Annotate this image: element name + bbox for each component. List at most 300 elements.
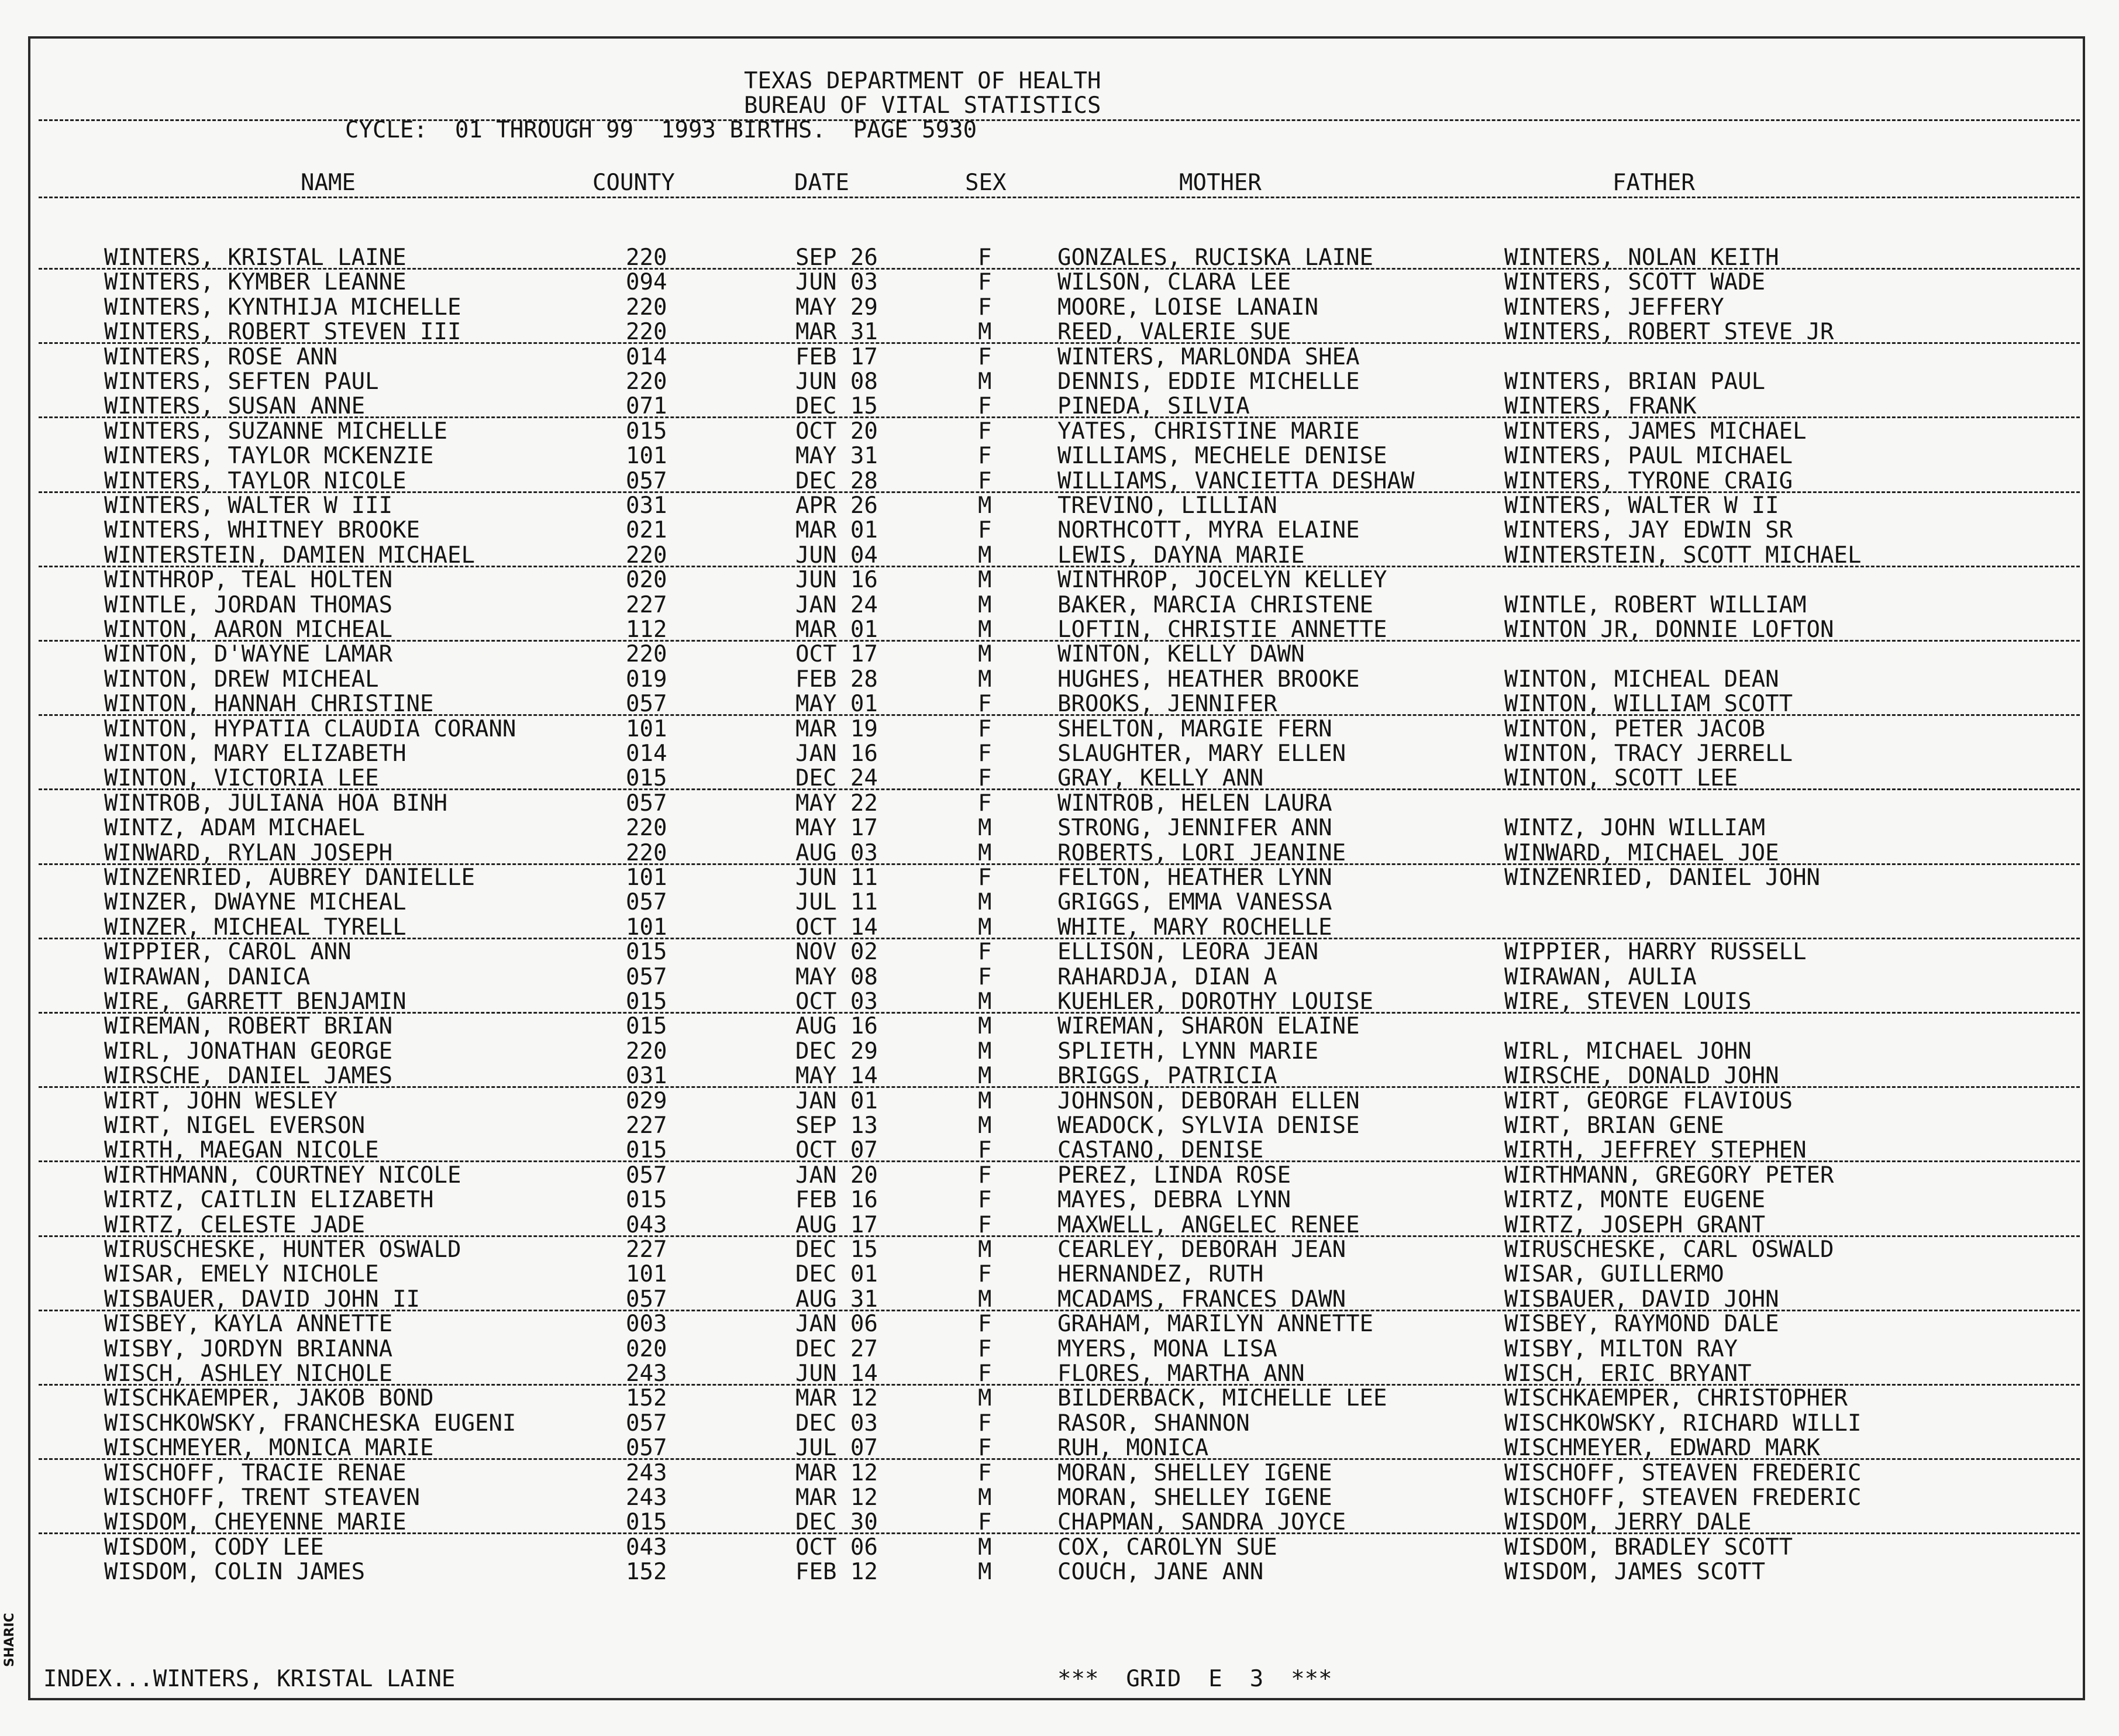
cell-name: WIRE, GARRETT BENJAMIN xyxy=(104,988,406,1015)
cell-father: WINTERS, NOLAN KEITH xyxy=(1504,244,1779,271)
cell-name: WISBEY, KAYLA ANNETTE xyxy=(104,1311,393,1338)
cell-date: FEB 28 xyxy=(795,666,878,693)
cell-date: MAR 12 xyxy=(795,1484,878,1511)
cell-name: WIRTZ, CELESTE JADE xyxy=(104,1211,366,1238)
cell-mother: ROBERTS, LORI JEANINE xyxy=(1057,839,1346,866)
cell-county: 220 xyxy=(626,1038,667,1065)
cell-county: 220 xyxy=(626,294,667,321)
cell-name: WISAR, EMELY NICHOLE xyxy=(104,1261,379,1288)
table-row xyxy=(0,444,2119,469)
cell-father: WINTON, PETER JACOB xyxy=(1504,715,1766,742)
cell-county: 057 xyxy=(626,1435,667,1462)
cell-county: 014 xyxy=(626,343,667,370)
cell-father: WIRL, MICHAEL JOHN xyxy=(1504,1038,1752,1065)
cell-mother: BRIGGS, PATRICIA xyxy=(1057,1063,1277,1090)
cell-mother: WINTON, KELLY DAWN xyxy=(1057,641,1305,668)
cell-mother: REED, VALERIE SUE xyxy=(1057,319,1291,346)
cell-name: WIRL, JONATHAN GEORGE xyxy=(104,1038,393,1065)
cell-father: WINTERS, JAMES MICHAEL xyxy=(1504,418,1807,445)
cell-date: DEC 03 xyxy=(795,1410,878,1437)
table-row xyxy=(0,1436,2119,1461)
cell-father: WISCHKOWSKY, RICHARD WILLI xyxy=(1504,1410,1862,1437)
cell-father: WIRTZ, JOSEPH GRANT xyxy=(1504,1211,1766,1238)
cell-county: 227 xyxy=(626,591,667,618)
table-row xyxy=(0,1089,2119,1114)
cell-sex: M xyxy=(978,839,992,866)
cell-date: JAN 24 xyxy=(795,591,878,618)
cell-sex: F xyxy=(978,1410,992,1437)
cell-sex: M xyxy=(978,1286,992,1313)
cell-county: 015 xyxy=(626,1187,667,1214)
table-row xyxy=(0,1560,2119,1585)
cell-father: WISCHMEYER, EDWARD MARK xyxy=(1504,1435,1821,1462)
cell-mother: RASOR, SHANNON xyxy=(1057,1410,1250,1437)
cell-father: WINTZ, JOHN WILLIAM xyxy=(1504,815,1766,842)
cell-mother: FLORES, MARTHA ANN xyxy=(1057,1360,1305,1387)
cell-sex: F xyxy=(978,517,992,544)
cell-mother: NORTHCOTT, MYRA ELAINE xyxy=(1057,517,1360,544)
cell-mother: DENNIS, EDDIE MICHELLE xyxy=(1057,368,1360,395)
cell-date: AUG 03 xyxy=(795,839,878,866)
table-row xyxy=(0,1014,2119,1039)
cell-father: WINTERS, BRIAN PAUL xyxy=(1504,368,1766,395)
cell-sex: F xyxy=(978,1435,992,1462)
cell-date: AUG 17 xyxy=(795,1211,878,1238)
report-cycle: CYCLE: 01 THROUGH 99 1993 BIRTHS. PAGE 5930 xyxy=(345,117,977,143)
cell-sex: F xyxy=(978,790,992,817)
cell-sex: F xyxy=(978,939,992,966)
cell-father: WISBEY, RAYMOND DALE xyxy=(1504,1311,1779,1338)
cell-father: WIPPIER, HARRY RUSSELL xyxy=(1504,939,1807,966)
table-row xyxy=(0,940,2119,965)
cell-sex: M xyxy=(978,666,992,693)
cell-county: 057 xyxy=(626,889,667,916)
cell-mother: MAXWELL, ANGELEC RENEE xyxy=(1057,1211,1360,1238)
cell-county: 101 xyxy=(626,715,667,742)
cell-father: WINTERS, TYRONE CRAIG xyxy=(1504,467,1793,494)
cell-county: 057 xyxy=(626,467,667,494)
cell-name: WINTON, D'WAYNE LAMAR xyxy=(104,641,393,668)
cell-county: 227 xyxy=(626,1236,667,1263)
cell-name: WISCHKOWSKY, FRANCHESKA EUGENI xyxy=(104,1410,516,1437)
cell-name: WIRUSCHESKE, HUNTER OSWALD xyxy=(104,1236,461,1263)
cell-name: WINWARD, RYLAN JOSEPH xyxy=(104,839,393,866)
cell-sex: M xyxy=(978,1013,992,1040)
cell-name: WINTROB, JULIANA HOA BINH xyxy=(104,790,447,817)
cell-father: WISBAUER, DAVID JOHN xyxy=(1504,1286,1779,1313)
table-row xyxy=(0,618,2119,642)
cell-mother: BAKER, MARCIA CHRISTENE xyxy=(1057,591,1374,618)
table-row xyxy=(0,1262,2119,1287)
table-row xyxy=(0,593,2119,618)
cell-county: 152 xyxy=(626,1559,667,1586)
table-row xyxy=(0,469,2119,494)
table-row xyxy=(0,270,2119,295)
cell-sex: F xyxy=(978,343,992,370)
cell-father: WINTERS, SCOTT WADE xyxy=(1504,269,1766,296)
cell-county: 152 xyxy=(626,1385,667,1412)
cell-sex: F xyxy=(978,1261,992,1288)
cell-father: WIRT, BRIAN GENE xyxy=(1504,1112,1724,1139)
cell-mother: STRONG, JENNIFER ANN xyxy=(1057,815,1332,842)
cell-date: FEB 17 xyxy=(795,343,878,370)
cell-county: 043 xyxy=(626,1534,667,1561)
table-row xyxy=(0,1163,2119,1188)
cell-father: WINTERS, PAUL MICHAEL xyxy=(1504,443,1793,470)
cell-county: 019 xyxy=(626,666,667,693)
cell-county: 043 xyxy=(626,1211,667,1238)
cell-county: 015 xyxy=(626,765,667,792)
cell-mother: JOHNSON, DEBORAH ELLEN xyxy=(1057,1087,1360,1114)
cell-county: 003 xyxy=(626,1311,667,1338)
cell-mother: KUEHLER, DOROTHY LOUISE xyxy=(1057,988,1374,1015)
table-row xyxy=(0,866,2119,890)
cell-name: WINZENRIED, AUBREY DANIELLE xyxy=(104,864,475,891)
cell-county: 015 xyxy=(626,1013,667,1040)
table-row xyxy=(0,1064,2119,1089)
column-header-name: NAME xyxy=(301,170,356,196)
cell-name: WISCHKAEMPER, JAKOB BOND xyxy=(104,1385,434,1412)
table-row xyxy=(0,890,2119,915)
cell-date: SEP 26 xyxy=(795,244,878,271)
cell-county: 101 xyxy=(626,914,667,941)
cell-date: JUL 11 xyxy=(795,889,878,916)
cell-mother: ELLISON, LEORA JEAN xyxy=(1057,939,1319,966)
report-bureau: BUREAU OF VITAL STATISTICS xyxy=(744,92,1101,119)
cell-name: WIRSCHE, DANIEL JAMES xyxy=(104,1063,393,1090)
table-row xyxy=(0,370,2119,394)
cell-name: WINTLE, JORDAN THOMAS xyxy=(104,591,393,618)
cell-county: 057 xyxy=(626,1410,667,1437)
cell-mother: PEREZ, LINDA ROSE xyxy=(1057,1162,1291,1189)
cell-sex: M xyxy=(978,567,992,594)
table-row xyxy=(0,494,2119,518)
cell-county: 021 xyxy=(626,517,667,544)
cell-date: DEC 15 xyxy=(795,1236,878,1263)
cell-date: OCT 20 xyxy=(795,418,878,445)
cell-sex: M xyxy=(978,1063,992,1090)
cell-date: AUG 31 xyxy=(795,1286,878,1313)
cell-date: MAY 17 xyxy=(795,815,878,842)
cell-date: APR 26 xyxy=(795,492,878,519)
cell-name: WINTERSTEIN, DAMIEN MICHAEL xyxy=(104,542,475,569)
table-row xyxy=(0,345,2119,370)
cell-sex: M xyxy=(978,1236,992,1263)
cell-father: WIRTH, JEFFREY STEPHEN xyxy=(1504,1137,1807,1164)
table-row xyxy=(0,1188,2119,1213)
table-row xyxy=(0,915,2119,940)
table-row xyxy=(0,1287,2119,1312)
cell-sex: F xyxy=(978,269,992,296)
report-title: TEXAS DEPARTMENT OF HEALTH xyxy=(744,68,1101,94)
cell-name: WINTON, MARY ELIZABETH xyxy=(104,740,406,767)
cell-county: 243 xyxy=(626,1484,667,1511)
cell-sex: F xyxy=(978,1311,992,1338)
cell-mother: GRIGGS, EMMA VANESSA xyxy=(1057,889,1332,916)
cell-sex: M xyxy=(978,1534,992,1561)
cell-mother: MYERS, MONA LISA xyxy=(1057,1335,1277,1362)
index-label: INDEX...WINTERS, KRISTAL LAINE xyxy=(43,1666,456,1692)
table-row xyxy=(0,1510,2119,1535)
cell-mother: BROOKS, JENNIFER xyxy=(1057,691,1277,718)
cell-date: JUN 03 xyxy=(795,269,878,296)
cell-name: WINZER, DWAYNE MICHEAL xyxy=(104,889,406,916)
cell-date: DEC 27 xyxy=(795,1335,878,1362)
cell-date: MAY 31 xyxy=(795,443,878,470)
cell-date: OCT 06 xyxy=(795,1534,878,1561)
cell-date: MAY 01 xyxy=(795,691,878,718)
cell-county: 020 xyxy=(626,1335,667,1362)
divider xyxy=(39,197,2080,198)
cell-name: WINTERS, SUZANNE MICHELLE xyxy=(104,418,447,445)
table-row xyxy=(0,518,2119,543)
cell-name: WISCHOFF, TRACIE RENAE xyxy=(104,1459,406,1486)
cell-name: WINTERS, KRISTAL LAINE xyxy=(104,244,406,271)
cell-sex: F xyxy=(978,1211,992,1238)
cell-county: 220 xyxy=(626,641,667,668)
table-row xyxy=(0,320,2119,345)
cell-father: WINTON, WILLIAM SCOTT xyxy=(1504,691,1793,718)
cell-date: JUN 16 xyxy=(795,567,878,594)
cell-county: 101 xyxy=(626,443,667,470)
table-row xyxy=(0,791,2119,816)
table-row xyxy=(0,1114,2119,1138)
cell-sex: M xyxy=(978,492,992,519)
cell-mother: WINTHROP, JOCELYN KELLEY xyxy=(1057,567,1387,594)
cell-date: MAR 01 xyxy=(795,616,878,643)
table-row xyxy=(0,1461,2119,1486)
cell-date: JAN 06 xyxy=(795,1311,878,1338)
cell-sex: F xyxy=(978,963,992,990)
cell-date: DEC 01 xyxy=(795,1261,878,1288)
table-row xyxy=(0,1138,2119,1163)
cell-sex: M xyxy=(978,1385,992,1412)
cell-mother: CHAPMAN, SANDRA JOYCE xyxy=(1057,1509,1346,1536)
cell-sex: F xyxy=(978,418,992,445)
table-row xyxy=(0,1039,2119,1064)
cell-name: WINTHROP, TEAL HOLTEN xyxy=(104,567,393,594)
cell-name: WINTON, DREW MICHEAL xyxy=(104,666,379,693)
cell-date: JUN 11 xyxy=(795,864,878,891)
cell-sex: F xyxy=(978,1509,992,1536)
cell-sex: M xyxy=(978,988,992,1015)
cell-date: SEP 13 xyxy=(795,1112,878,1139)
cell-date: DEC 29 xyxy=(795,1038,878,1065)
cell-sex: M xyxy=(978,591,992,618)
cell-name: WIRAWAN, DANICA xyxy=(104,963,311,990)
cell-mother: HERNANDEZ, RUTH xyxy=(1057,1261,1264,1288)
cell-sex: F xyxy=(978,765,992,792)
cell-county: 015 xyxy=(626,988,667,1015)
cell-county: 220 xyxy=(626,542,667,569)
cell-mother: RUH, MONICA xyxy=(1057,1435,1209,1462)
cell-county: 015 xyxy=(626,1509,667,1536)
cell-mother: CASTANO, DENISE xyxy=(1057,1137,1264,1164)
cell-county: 220 xyxy=(626,839,667,866)
cell-father: WINTERS, JEFFERY xyxy=(1504,294,1724,321)
cell-mother: SHELTON, MARGIE FERN xyxy=(1057,715,1332,742)
cell-name: WINTERS, TAYLOR NICOLE xyxy=(104,467,406,494)
cell-county: 057 xyxy=(626,1162,667,1189)
cell-father: WISCH, ERIC BRYANT xyxy=(1504,1360,1752,1387)
cell-mother: SPLIETH, LYNN MARIE xyxy=(1057,1038,1319,1065)
cell-county: 031 xyxy=(626,492,667,519)
table-row xyxy=(0,1238,2119,1262)
cell-mother: WILSON, CLARA LEE xyxy=(1057,269,1291,296)
cell-date: OCT 07 xyxy=(795,1137,878,1164)
cell-father: WINTON, TRACY JERRELL xyxy=(1504,740,1793,767)
cell-mother: COX, CAROLYN SUE xyxy=(1057,1534,1277,1561)
column-header-county: COUNTY xyxy=(592,170,675,196)
cell-date: MAR 31 xyxy=(795,319,878,346)
cell-date: MAY 14 xyxy=(795,1063,878,1090)
cell-name: WINTON, HYPATIA CLAUDIA CORANN xyxy=(104,715,516,742)
cell-county: 020 xyxy=(626,567,667,594)
cell-sex: F xyxy=(978,393,992,420)
cell-county: 220 xyxy=(626,368,667,395)
cell-county: 015 xyxy=(626,418,667,445)
cell-date: MAR 12 xyxy=(795,1385,878,1412)
cell-sex: M xyxy=(978,1038,992,1065)
cell-sex: M xyxy=(978,914,992,941)
cell-date: MAY 22 xyxy=(795,790,878,817)
cell-county: 243 xyxy=(626,1459,667,1486)
cell-sex: F xyxy=(978,1187,992,1214)
cell-sex: F xyxy=(978,467,992,494)
table-row xyxy=(0,419,2119,444)
cell-father: WIRUSCHESKE, CARL OSWALD xyxy=(1504,1236,1834,1263)
cell-father: WISDOM, JAMES SCOTT xyxy=(1504,1559,1766,1586)
cell-father: WISCHOFF, STEAVEN FREDERIC xyxy=(1504,1484,1862,1511)
cell-mother: BILDERBACK, MICHELLE LEE xyxy=(1057,1385,1387,1412)
table-row xyxy=(0,394,2119,419)
cell-date: OCT 17 xyxy=(795,641,878,668)
cell-father: WIRSCHE, DONALD JOHN xyxy=(1504,1063,1779,1090)
column-header-mother: MOTHER xyxy=(1179,170,1262,196)
table-row xyxy=(0,667,2119,692)
cell-mother: MAYES, DEBRA LYNN xyxy=(1057,1187,1291,1214)
cell-mother: WEADOCK, SYLVIA DENISE xyxy=(1057,1112,1360,1139)
cell-county: 015 xyxy=(626,1137,667,1164)
cell-sex: F xyxy=(978,294,992,321)
cell-county: 101 xyxy=(626,1261,667,1288)
cell-sex: M xyxy=(978,1559,992,1586)
cell-name: WIRTHMANN, COURTNEY NICOLE xyxy=(104,1162,461,1189)
cell-date: JUN 14 xyxy=(795,1360,878,1387)
cell-mother: WILLIAMS, VANCIETTA DESHAW xyxy=(1057,467,1415,494)
cell-county: 015 xyxy=(626,939,667,966)
cell-county: 243 xyxy=(626,1360,667,1387)
cell-father: WINTON, SCOTT LEE xyxy=(1504,765,1738,792)
cell-mother: MORAN, SHELLEY IGENE xyxy=(1057,1459,1332,1486)
cell-sex: M xyxy=(978,889,992,916)
grid-label: *** GRID E 3 *** xyxy=(1057,1666,1332,1692)
table-row xyxy=(0,1312,2119,1337)
cell-name: WINTERS, KYNTHIJA MICHELLE xyxy=(104,294,461,321)
cell-sex: F xyxy=(978,443,992,470)
cell-date: JUN 08 xyxy=(795,368,878,395)
cell-county: 094 xyxy=(626,269,667,296)
cell-date: AUG 16 xyxy=(795,1013,878,1040)
cell-name: WISDOM, CHEYENNE MARIE xyxy=(104,1509,406,1536)
cell-sex: M xyxy=(978,616,992,643)
cell-mother: GONZALES, RUCISKA LAINE xyxy=(1057,244,1374,271)
column-header-sex: SEX xyxy=(965,170,1007,196)
cell-name: WINTON, VICTORIA LEE xyxy=(104,765,379,792)
cell-father: WIRTHMANN, GREGORY PETER xyxy=(1504,1162,1834,1189)
cell-county: 014 xyxy=(626,740,667,767)
cell-sex: M xyxy=(978,815,992,842)
cell-father: WINTERS, FRANK xyxy=(1504,393,1697,420)
cell-name: WINTERS, WALTER W III xyxy=(104,492,393,519)
table-row xyxy=(0,990,2119,1014)
cell-name: WIRT, JOHN WESLEY xyxy=(104,1087,338,1114)
cell-date: JAN 20 xyxy=(795,1162,878,1189)
cell-mother: TREVINO, LILLIAN xyxy=(1057,492,1277,519)
cell-mother: RAHARDJA, DIAN A xyxy=(1057,963,1277,990)
cell-mother: MCADAMS, FRANCES DAWN xyxy=(1057,1286,1346,1313)
cell-name: WISBY, JORDYN BRIANNA xyxy=(104,1335,393,1362)
cell-name: WISCHOFF, TRENT STEAVEN xyxy=(104,1484,421,1511)
cell-date: JAN 16 xyxy=(795,740,878,767)
table-row xyxy=(0,1411,2119,1436)
cell-sex: F xyxy=(978,715,992,742)
cell-name: WISCHMEYER, MONICA MARIE xyxy=(104,1435,434,1462)
cell-sex: M xyxy=(978,368,992,395)
cell-father: WINWARD, MICHAEL JOE xyxy=(1504,839,1779,866)
table-row xyxy=(0,717,2119,742)
cell-sex: F xyxy=(978,864,992,891)
table-row xyxy=(0,766,2119,791)
cell-name: WISBAUER, DAVID JOHN II xyxy=(104,1286,421,1313)
table-row xyxy=(0,1386,2119,1411)
cell-name: WINZER, MICHEAL TYRELL xyxy=(104,914,406,941)
cell-mother: YATES, CHRISTINE MARIE xyxy=(1057,418,1360,445)
cell-sex: F xyxy=(978,740,992,767)
cell-mother: CEARLEY, DEBORAH JEAN xyxy=(1057,1236,1346,1263)
table-row xyxy=(0,543,2119,568)
cell-name: WIPPIER, CAROL ANN xyxy=(104,939,352,966)
cell-father: WINZENRIED, DANIEL JOHN xyxy=(1504,864,1821,891)
cell-name: WIREMAN, ROBERT BRIAN xyxy=(104,1013,393,1040)
table-row xyxy=(0,1486,2119,1510)
cell-father: WINTERS, ROBERT STEVE JR xyxy=(1504,319,1834,346)
cell-sex: M xyxy=(978,1087,992,1114)
cell-father: WINTERSTEIN, SCOTT MICHAEL xyxy=(1504,542,1862,569)
cell-county: 101 xyxy=(626,864,667,891)
cell-father: WISCHKAEMPER, CHRISTOPHER xyxy=(1504,1385,1848,1412)
cell-mother: GRAHAM, MARILYN ANNETTE xyxy=(1057,1311,1374,1338)
cell-county: 057 xyxy=(626,691,667,718)
cell-date: FEB 12 xyxy=(795,1559,878,1586)
cell-name: WINTERS, SEFTEN PAUL xyxy=(104,368,379,395)
table-row xyxy=(0,692,2119,717)
cell-mother: MOORE, LOISE LANAIN xyxy=(1057,294,1319,321)
cell-mother: HUGHES, HEATHER BROOKE xyxy=(1057,666,1360,693)
table-row xyxy=(0,816,2119,841)
cell-father: WIRAWAN, AULIA xyxy=(1504,963,1697,990)
cell-name: WINTERS, WHITNEY BROOKE xyxy=(104,517,421,544)
column-header-date: DATE xyxy=(794,170,849,196)
cell-father: WISAR, GUILLERMO xyxy=(1504,1261,1724,1288)
cell-sex: F xyxy=(978,1360,992,1387)
cell-mother: WINTROB, HELEN LAURA xyxy=(1057,790,1332,817)
cell-date: DEC 30 xyxy=(795,1509,878,1536)
cell-mother: LEWIS, DAYNA MARIE xyxy=(1057,542,1305,569)
cell-date: OCT 14 xyxy=(795,914,878,941)
cell-county: 031 xyxy=(626,1063,667,1090)
cell-father: WISCHOFF, STEAVEN FREDERIC xyxy=(1504,1459,1862,1486)
